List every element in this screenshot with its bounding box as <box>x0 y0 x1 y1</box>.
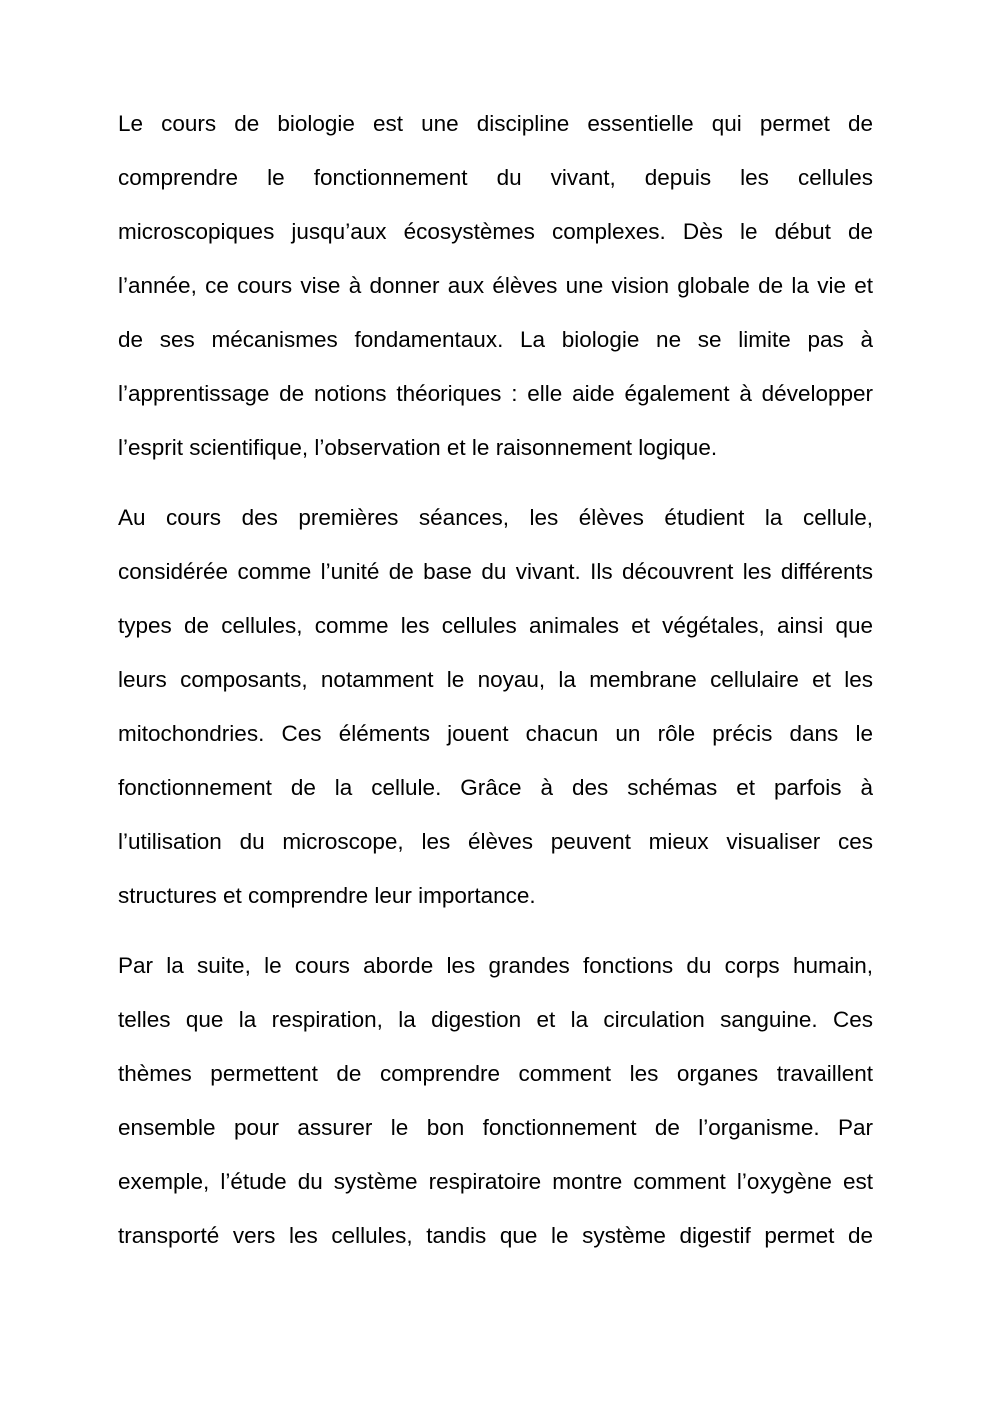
text-line: exemple, l’étude du système respiratoire montre comment l’oxygène est <box>118 1169 873 1194</box>
paragraph-corps-humain <box>118 939 873 1263</box>
text-line: comprendre le fonctionnement du vivant, depuis les cellules <box>118 165 873 190</box>
text-line: leurs composants, notamment le noyau, la membrane cellulaire et les <box>118 667 873 692</box>
text-line: fonctionnement de la cellule. Grâce à des schémas et parfois à <box>118 775 873 800</box>
text-line: thèmes permettent de comprendre comment les organes travaillent <box>118 1061 873 1086</box>
text-line: l’esprit scientifique, l’observation et le raisonnement logique. <box>118 435 718 460</box>
text-line: ensemble pour assurer le bon fonctionnement de l’organisme. Par <box>118 1115 873 1140</box>
text-line: types de cellules, comme les cellules animales et végétales, ainsi que <box>118 613 873 638</box>
text-line: considérée comme l’unité de base du vivant. Ils découvrent les différents <box>118 559 873 584</box>
text-line: mitochondries. Ces éléments jouent chacun un rôle précis dans le <box>118 721 873 746</box>
text-line: telles que la respiration, la digestion et la circulation sanguine. Ces <box>118 1007 873 1032</box>
paragraph-cellule <box>118 491 873 923</box>
text-line: Au cours des premières séances, les élèves étudient la cellule, <box>118 505 873 530</box>
text-line: de ses mécanismes fondamentaux. La biologie ne se limite pas à <box>118 327 873 352</box>
text-line: microscopiques jusqu’aux écosystèmes complexes. Dès le début de <box>118 219 873 244</box>
text-line: transporté vers les cellules, tandis que le système digestif permet de <box>118 1223 873 1248</box>
text-line: structures et comprendre leur importance. <box>118 883 536 908</box>
paragraph-intro <box>118 97 873 475</box>
text-line: Par la suite, le cours aborde les grandes fonctions du corps humain, <box>118 953 873 978</box>
text-line: l’apprentissage de notions théoriques : elle aide également à développer <box>118 381 873 406</box>
text-line: Le cours de biologie est une discipline essentielle qui permet de <box>118 111 873 136</box>
text-line: l’utilisation du microscope, les élèves peuvent mieux visualiser ces <box>118 829 873 854</box>
text-line: l’année, ce cours vise à donner aux élèves une vision globale de la vie et <box>118 273 873 298</box>
